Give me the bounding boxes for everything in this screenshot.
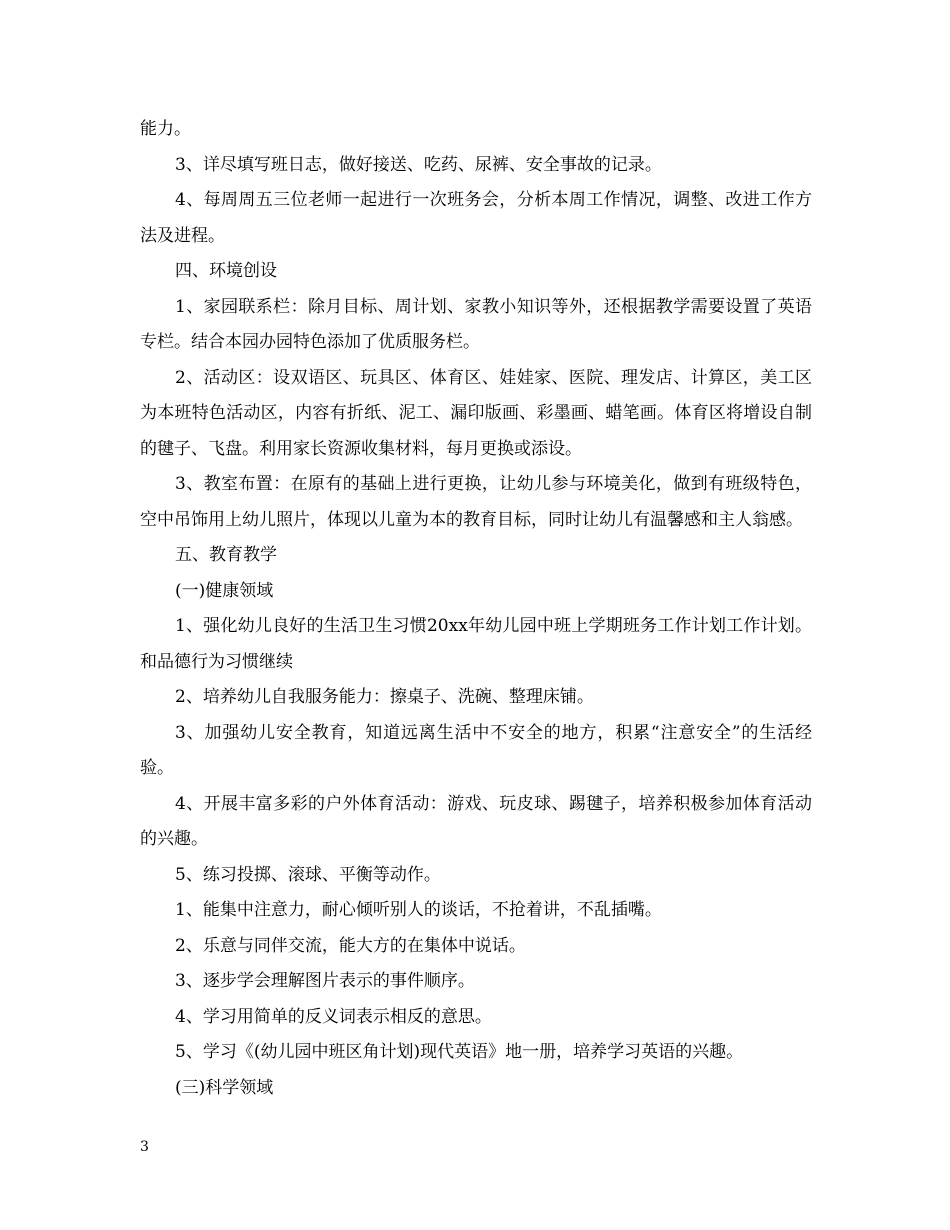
paragraph-item: 5、学习《(幼儿园中班区角计划)现代英语》地一册，培养学习英语的兴趣。 xyxy=(175,1042,744,1062)
paragraph-item: 3、逐步学会理解图片表示的事件顺序。 xyxy=(175,971,475,991)
section-heading: 五、教育教学 xyxy=(175,545,277,565)
paragraph-item: 2、活动区：设双语区、玩具区、体育区、娃娃家、医院、理发店、计算区，美工区为本班特色活动区，内容有折纸、泥工、漏印版画、彩墨画、蜡笔画。体育区将增设自制的毽子、飞盘。利用家长资源收集材料，每月更换或添设。 xyxy=(140,367,812,459)
subsection-heading: (三)科学领域 xyxy=(175,1077,274,1098)
paragraph-item: 3、教室布置：在原有的基础上进行更换，让幼儿参与环境美化，做到有班级特色，空中吊饰用上幼儿照片，体现以儿童为本的教育目标，同时让幼儿有温馨感和主人翁感。 xyxy=(140,474,812,530)
paragraph-item: 4、开展丰富多彩的户外体育活动：游戏、玩皮球、踢毽子，培养积极参加体育活动的兴趣。 xyxy=(140,793,812,849)
paragraph-item: 4、学习用简单的反义词表示相反的意思。 xyxy=(175,1006,492,1027)
paragraph-item: 1、强化幼儿良好的生活卫生习惯20xx年幼儿园中班上学期班务工作计划工作计划。和品德行为习惯继续 xyxy=(140,616,812,672)
paragraph-continuation: 能力。 xyxy=(140,119,191,139)
paragraph-item: 4、每周周五三位老师一起进行一次班务会，分析本周工作情况，调整、改进工作方法及进程。 xyxy=(140,190,812,246)
section-heading: 四、环境创设 xyxy=(175,261,277,281)
paragraph-item: 1、能集中注意力，耐心倾听别人的谈话，不抢着讲，不乱插嘴。 xyxy=(175,900,662,920)
paragraph-item: 2、培养幼儿自我服务能力：擦桌子、洗碗、整理床铺。 xyxy=(175,687,594,707)
paragraph-item: 3、详尽填写班日志，做好接送、吃药、尿裤、安全事故的记录。 xyxy=(175,154,662,175)
subsection-heading: (一)健康领域 xyxy=(175,580,274,601)
document-body xyxy=(140,112,812,1106)
paragraph-item: 3、加强幼儿安全教育，知道远离生活中不安全的地方，积累“注意安全”的生活经验。 xyxy=(140,722,812,778)
paragraph-item: 5、练习投掷、滚球、平衡等动作。 xyxy=(175,864,441,885)
paragraph-item: 1、家园联系栏：除月目标、周计划、家教小知识等外，还根据教学需要设置了英语专栏。结合本园办园特色添加了优质服务栏。 xyxy=(140,296,812,352)
paragraph-item: 2、乐意与同伴交流，能大方的在集体中说话。 xyxy=(175,935,526,956)
page-number: 3 xyxy=(140,1139,149,1155)
